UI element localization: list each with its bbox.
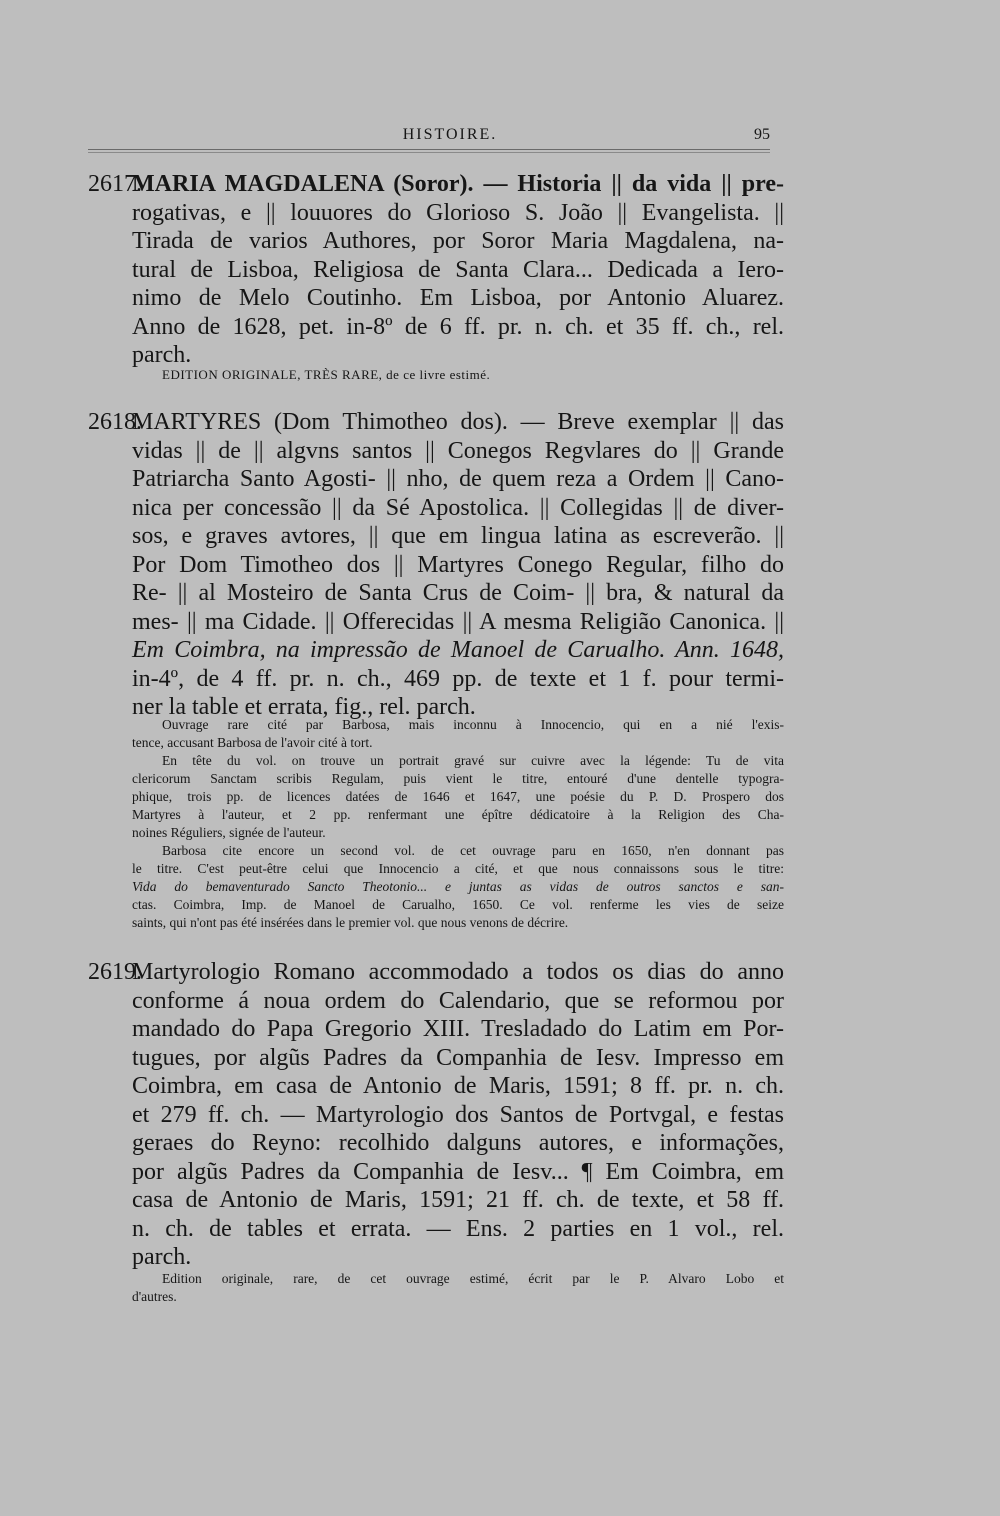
entry-line: n. ch. de tables et errata. — Ens. 2 parties en 1 vol., rel. bbox=[132, 1215, 784, 1242]
note-line: En tête du vol. on trouve un portrait gravé sur cuivre avec la légende: Tu de vita bbox=[162, 753, 784, 768]
header-rule-secondary bbox=[88, 152, 770, 153]
entry-line: MARIA MAGDALENA (Soror). — Historia || da vida || pre- bbox=[132, 171, 784, 197]
entry-line: tugues, por algũs Padres da Companhia de Iesv. Impresso em bbox=[132, 1044, 784, 1071]
note-line: saints, qui n'ont pas été insérées dans le premier vol. que nous venons de décrire. bbox=[132, 915, 569, 930]
entry-line: vidas || de || algvns santos || Conegos Regvlares do || Grande bbox=[132, 437, 784, 464]
note-line: Edition originale, rare, de cet ouvrage estimé, écrit par le P. Alvaro Lobo et bbox=[162, 1271, 784, 1286]
note-2619 bbox=[132, 1270, 784, 1306]
entry-line: Por Dom Timotheo dos || Martyres Conego Regular, filho do bbox=[132, 551, 784, 578]
note-line: d'autres. bbox=[132, 1289, 177, 1304]
section-title: HISTOIRE. bbox=[402, 126, 498, 143]
entry-2619 bbox=[88, 958, 784, 1272]
entry-number: 2619. bbox=[88, 959, 142, 985]
entry-line: Tirada de varios Authores, por Soror Maria Magdalena, na- bbox=[132, 228, 784, 254]
entry-number: 2618. bbox=[88, 409, 142, 435]
entry-line: casa de Antonio de Maris, 1591; 21 ff. ch. de texte, et 58 ff. bbox=[132, 1187, 784, 1213]
entry-2618 bbox=[88, 408, 784, 722]
entry-line: parch. bbox=[132, 1244, 192, 1270]
note-line: Ouvrage rare cité par Barbosa, mais inconnu à Innocencio, qui en a nié l'exis- bbox=[162, 717, 784, 732]
note-line: Vida do bemaventurado Sancto Theotonio... e juntas as vidas de outros sanctos e san- bbox=[132, 879, 784, 894]
entry-line: parch. bbox=[132, 342, 192, 368]
header-rule bbox=[88, 149, 770, 150]
entry-line: conforme á noua ordem do Calendario, que se reformou por bbox=[132, 987, 784, 1014]
entry-line: nica per concessão || da Sé Apostolica. || Collegidas || de diver- bbox=[132, 494, 784, 521]
entry-2617 bbox=[88, 170, 784, 370]
entry-line: Patriarcha Santo Agosti- || nho, de quem reza a Ordem || Cano- bbox=[132, 466, 784, 492]
entry-line: mandado do Papa Gregorio XIII. Tresladado do Latim em Por- bbox=[132, 1016, 784, 1042]
entry-line: sos, e graves avtores, || que em lingua latina as escreverão. || bbox=[132, 523, 784, 549]
entry-line: et 279 ff. ch. — Martyrologio dos Santos de Portvgal, e festas bbox=[132, 1101, 784, 1128]
entry-line: rogativas, e || louuores do Glorioso S. João || Evangelista. || bbox=[132, 199, 784, 226]
note-line: Martyres à l'auteur, et 2 pp. renfermant une épître dédicatoire à la Religion des Cha- bbox=[132, 807, 784, 822]
entry-line: MARTYRES (Dom Thimotheo dos). — Breve exemplar || das bbox=[132, 409, 784, 435]
entry-line: Anno de 1628, pet. in-8º de 6 ff. pr. n. ch. et 35 ff. ch., rel. bbox=[132, 313, 784, 340]
page-number: 95 bbox=[754, 126, 770, 143]
note-line: noines Réguliers, signée de l'auteur. bbox=[132, 825, 326, 840]
note-line: clericorum Sanctam scribis Regulam, puis vient le titre, entouré d'une dentelle typogra- bbox=[132, 771, 784, 786]
note-line: le titre. C'est peut-être celui que Innocencio a cité, et que nous connaissons sous le titre: bbox=[132, 861, 784, 876]
entry-line: tural de Lisboa, Religiosa de Santa Clara... Dedicada a Iero- bbox=[132, 256, 784, 283]
entry-line: mes- || ma Cidade. || Offerecidas || A mesma Religião Canonica. || bbox=[132, 608, 784, 635]
entry-number: 2617. bbox=[88, 171, 142, 197]
entry-line: Martyrologio Romano accommodado a todos os dias do anno bbox=[132, 959, 784, 985]
running-header bbox=[130, 126, 770, 150]
note-line: EDITION ORIGINALE, TRÈS RARE, de ce livre estimé. bbox=[162, 367, 491, 382]
entry-line: geraes do Reyno: recolhido dalguns autores, e informações, bbox=[132, 1130, 784, 1156]
entry-line: Re- || al Mosteiro de Santa Crus de Coim- || bra, & natural da bbox=[132, 580, 784, 606]
note-line: phique, trois pp. de licences datées de 1646 et 1647, une poésie du P. D. Prospero dos bbox=[132, 789, 784, 804]
entry-line: in-4º, de 4 ff. pr. n. ch., 469 pp. de texte et 1 f. pour termi- bbox=[132, 665, 784, 692]
entry-line: ner la table et errata, fig., rel. parch. bbox=[132, 694, 476, 720]
note-line: tence, accusant Barbosa de l'avoir cité à tort. bbox=[132, 735, 373, 750]
entry-line: Coimbra, em casa de Antonio de Maris, 1591; 8 ff. pr. n. ch. bbox=[132, 1073, 784, 1099]
note-2618 bbox=[132, 716, 784, 932]
entry-line: Em Coimbra, na impressão de Manoel de Carualho. Ann. 1648, bbox=[132, 637, 784, 663]
note-line: Barbosa cite encore un second vol. de cet ouvrage paru en 1650, n'en donnant pas bbox=[162, 843, 784, 858]
entry-line: nimo de Melo Coutinho. Em Lisboa, por Antonio Aluarez. bbox=[132, 285, 784, 311]
entry-line: por algũs Padres da Companhia de Iesv... ¶ Em Coimbra, em bbox=[132, 1158, 784, 1185]
note-2617 bbox=[162, 366, 782, 384]
note-line: ctas. Coimbra, Imp. de Manoel de Carualho, 1650. Ce vol. renferme les vies de seize bbox=[132, 897, 784, 912]
